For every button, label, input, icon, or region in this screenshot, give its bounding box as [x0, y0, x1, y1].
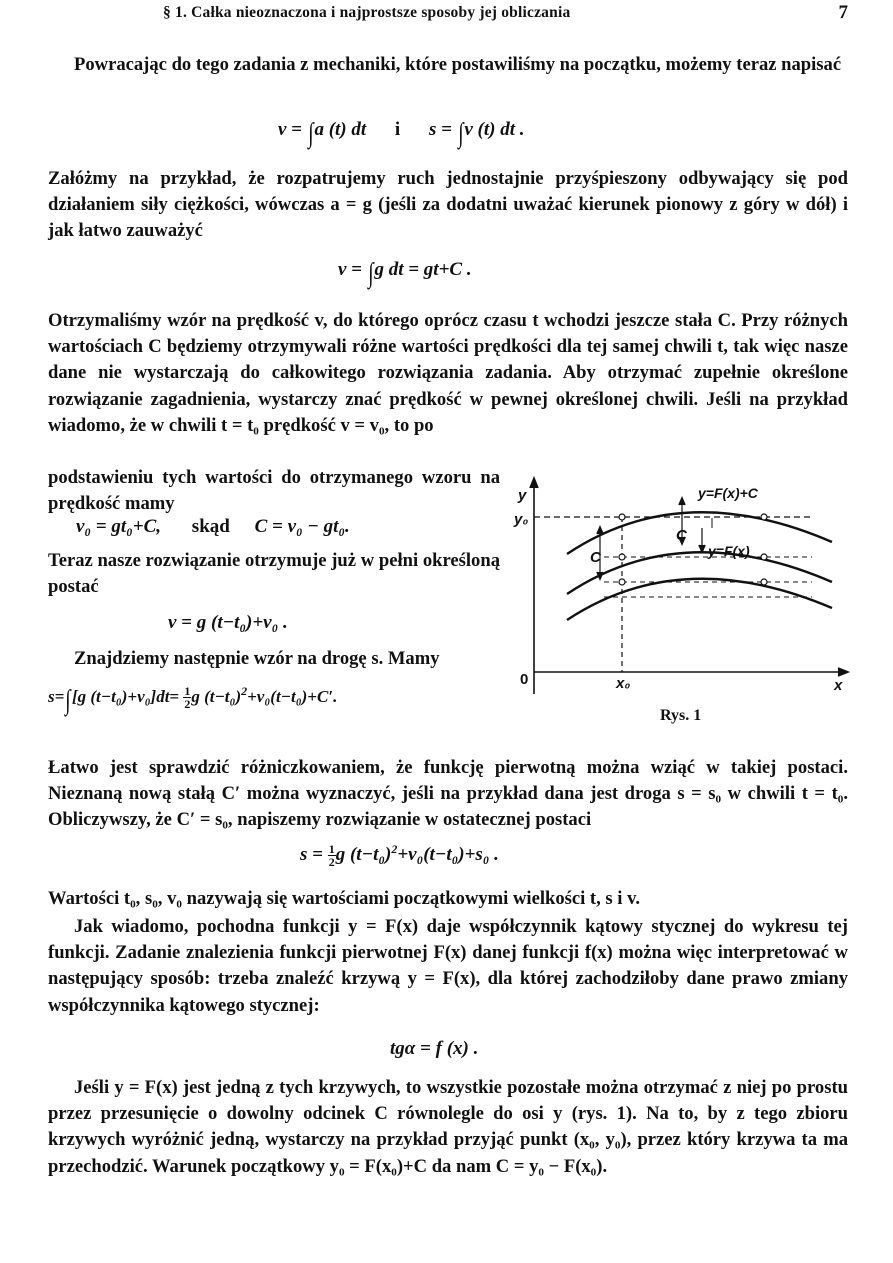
page-number: 7 — [838, 2, 848, 23]
equation-initial-velocity: v₀ = gt₀+C, skąd C = v₀ − gt₀. — [76, 516, 350, 537]
label-y0: y₀ — [514, 511, 529, 528]
x-axis-arrow — [838, 668, 848, 676]
paragraph-7: Wartości t₀, s₀, v₀ nazywają się wartościami początkowymi wielkości t, s i v. — [48, 888, 641, 909]
equation-integrals: v = ∫a (t) dt i s = ∫v (t) dt . — [278, 118, 525, 149]
paragraph-2: Załóżmy na przykład, że rozpatrujemy ruch jednostajnie przyśpieszony odbywający się pod działaniem siły ciężkości, wówczas a = g (jeśli za dodatni uważać kierunek pionowy z góry w dół) i jak łatwo zauważyć — [48, 168, 848, 242]
paragraph-5: Znajdziemy następnie wzór na drogę s. Mamy — [74, 648, 440, 669]
figure-caption: Rys. 1 — [660, 707, 702, 724]
equation-tangent: tgα = f (x) . — [390, 1038, 479, 1059]
paragraph-3: Otrzymaliśmy wzór na prędkość v, do którego oprócz czasu t wchodzi jeszcze stała C. Przy różnych wartościach C będziemy otrzymywali różne wartości prędkości dla tej samej chwili t, tak więc nasze dane nie wystarczają do całkowitego rozwiązania zadania. Aby otrzymać zupełnie określone rozwiązanie zagadnienia, wystarczy znać prędkość w pewnej określonej chwili. Jeśli na przykład wiadomo, że w chwili t = t₀ prędkość v = v₀, to po — [48, 310, 848, 436]
label-origin: 0 — [520, 671, 529, 688]
running-header — [48, 2, 848, 24]
paragraph-3-continued: podstawieniu tych wartości do otrzymanego wzoru na prędkość mamy — [48, 467, 500, 515]
label-y: y — [518, 487, 527, 504]
equation-distance-integral: s=∫[g (t−t₀)+v₀]dt= $\frac{1}{2}$ g $(t-t_0)^2+v_0(t-t_0)+C'$. — [48, 684, 338, 716]
curve-bottom — [567, 579, 832, 620]
y-axis-arrow — [530, 478, 538, 488]
equation-velocity-integral: v = ∫g dt = gt+C . — [338, 258, 472, 289]
label-c-left: C — [590, 549, 601, 566]
label-x: x — [834, 677, 843, 694]
equation-velocity-solution: v = g (t−t₀)+v₀ . — [168, 612, 288, 633]
label-curve-middle: y=F(x) — [708, 543, 750, 559]
label-c-right: C — [676, 527, 687, 544]
curve-middle — [567, 552, 832, 594]
point-x0-y0 — [619, 514, 625, 520]
paragraph-1: Powracając do tego zadania z mechaniki, które postawiliśmy na początku, możemy teraz napisać — [74, 54, 842, 75]
label-curve-top: y=F(x)+C — [698, 485, 758, 501]
paragraph-8: Jak wiadomo, pochodna funkcji y = F(x) daje współczynnik kątowy stycznej do wykresu tej funkcji. Zadanie znalezienia funkcji pierwotnej F(x) danej funkcji f(x) można więc interpretować w następujący sposób: trzeba znaleźć krzywą y = F(x), dla której zachodziłoby dane prawo zmiany współczynnika kątowego stycznej: — [48, 916, 848, 1016]
figure-antiderivative-curves — [512, 472, 862, 734]
paragraph-4: Teraz nasze rozwiązanie otrzymuje już w pełni określoną postać — [48, 550, 500, 598]
equation-distance-solution: s = $\frac{1}{2}$ g $(t-t_0)^2+v_0(t-t_0)+s_0$ . — [300, 842, 499, 869]
paragraph-9: Jeśli y = F(x) jest jedną z tych krzywych, to wszystkie pozostałe można otrzymać z niej po prostu przez przesunięcie o dowolny odcinek C równolegle do osi y (rys. 1). Na to, by z tego zbioru krzywych wyróżnić jedną, wystarczy na przykład przyjąć punkt (x₀, y₀), przez który krzywa ta ma przechodzić. Warunek początkowy y₀ = F(x₀)+C da nam C = y₀ − F(x₀). — [48, 1077, 848, 1177]
paragraph-6: Łatwo jest sprawdzić różniczkowaniem, że funkcję pierwotną można wziąć w takiej postaci. Nieznaną nową stałą C′ można wyznaczyć, jeśli na przykład dana jest droga s = s₀ w chwili t = t₀. Obliczywszy, że C′ = s₀, napiszemy rozwiązanie w ostatecznej postaci — [48, 757, 848, 831]
label-x0: x₀ — [616, 675, 631, 692]
section-title: § 1. Całka nieoznaczona i najprostsze sposoby jej obliczania — [163, 4, 571, 21]
